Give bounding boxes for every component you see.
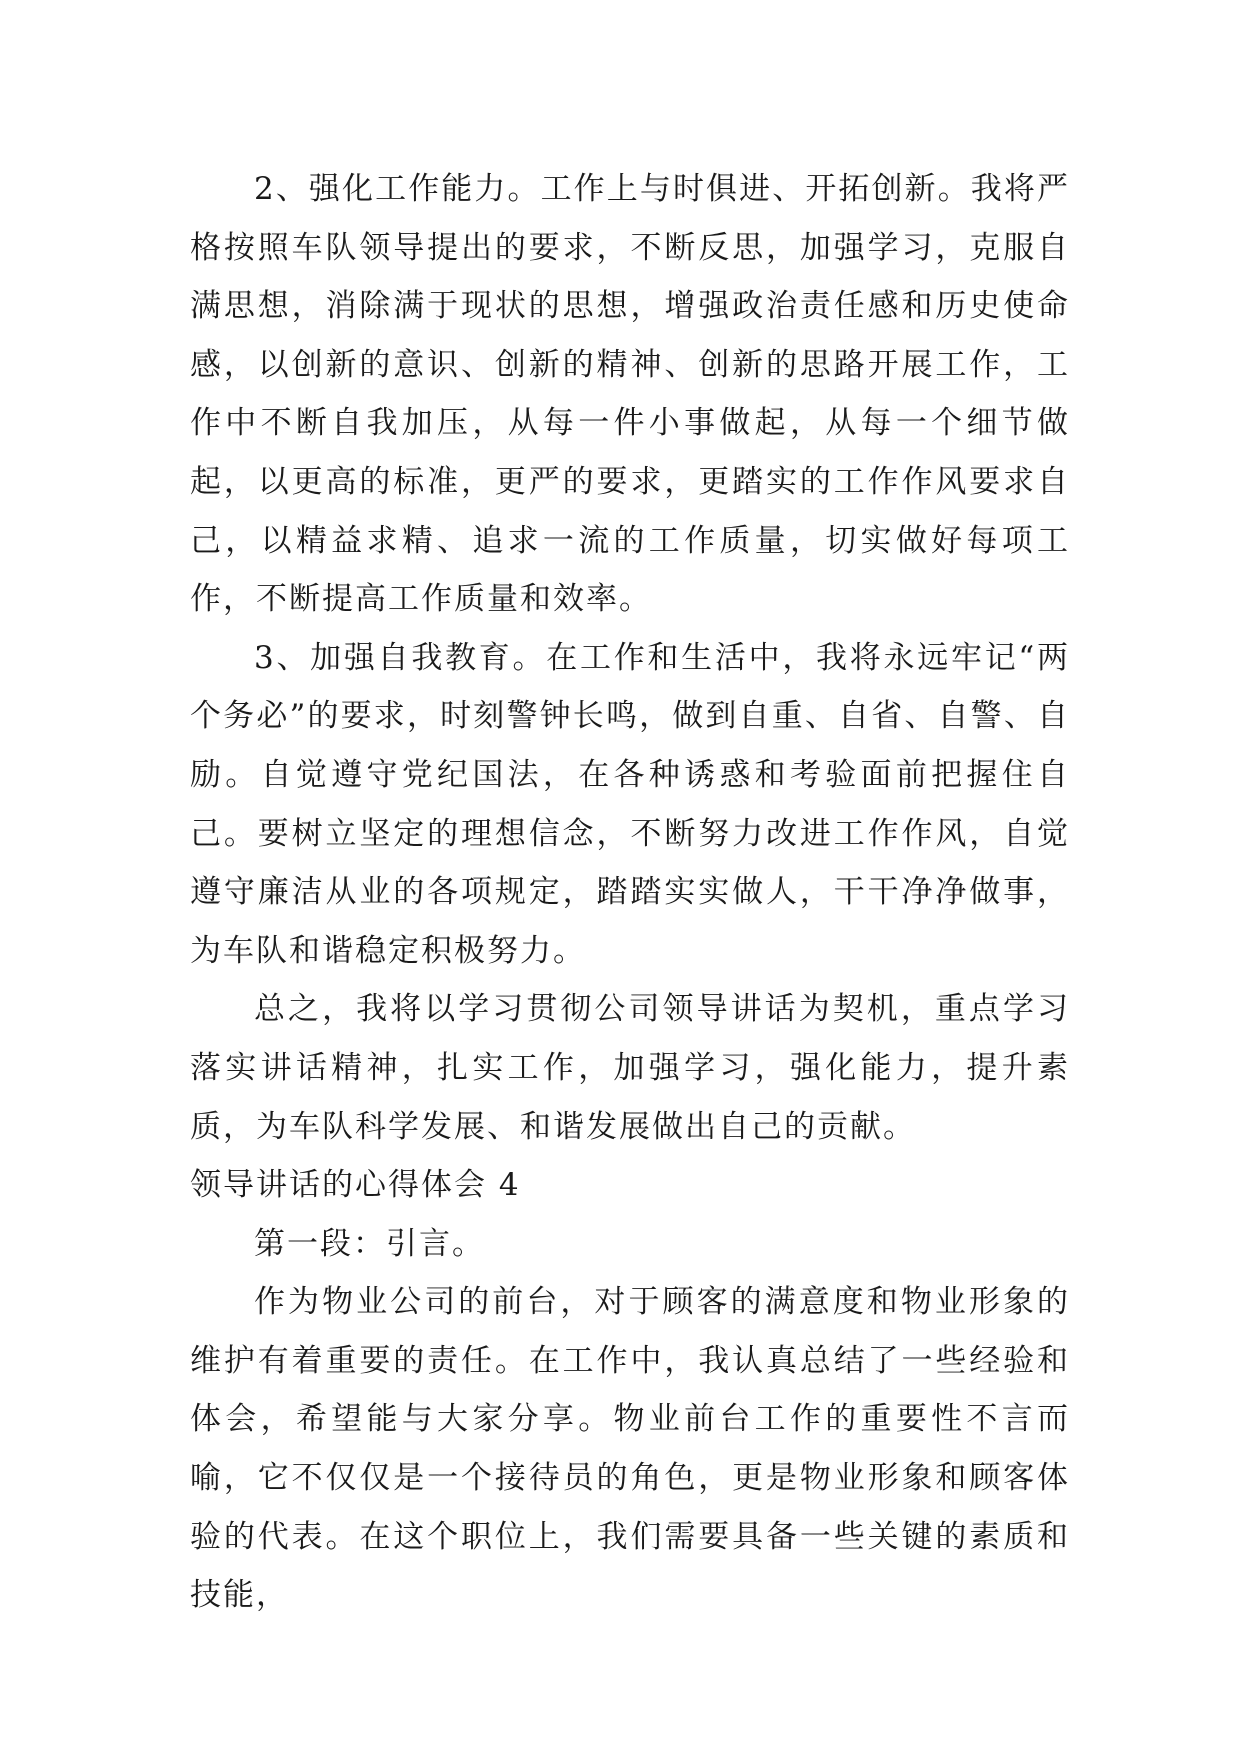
paragraph-self-education: 3、加强自我教育。在工作和生活中，我将永远牢记“两个务必”的要求，时刻警钟长鸣，做到自重、自省、自警、自励。自觉遵守党纪国法，在各种诱惑和考验面前把握住自己。要树立坚定的理想信念，不断努力改进工作作风，自觉遵守廉洁从业的各项规定，踏踏实实做人，干干净净做事，为车队和谐稳定积极努力。 <box>190 639 1070 969</box>
paragraph-work-ability: 2、强化工作能力。工作上与时俱进、开拓创新。我将严格按照车队领导提出的要求，不断反思，加强学习，克服自满思想，消除满于现状的思想，增强政治责任感和历史使命感，以创新的意识、创新的精神、创新的思路开展工作，工作中不断自我加压，从每一件小事做起，从每一个细节做起，以更高的标准，更严的要求，更踏实的工作作风要求自己，以精益求精、追求一流的工作质量，切实做好每项工作，不断提高工作质量和效率。 <box>190 171 1070 618</box>
section-heading: 领导讲话的心得体会 4 <box>190 1167 521 1204</box>
section-label: 第一段：引言。 <box>254 1225 485 1262</box>
document-body <box>190 160 1070 1625</box>
paragraph-introduction: 作为物业公司的前台，对于顾客的满意度和物业形象的维护有着重要的责任。在工作中，我认真总结了一些经验和体会，希望能与大家分享。物业前台工作的重要性不言而喻，它不仅仅是一个接待员的角色，更是物业形象和顾客体验的代表。在这个职位上，我们需要具备一些关键的素质和技能， <box>190 1284 1070 1614</box>
paragraph-conclusion: 总之，我将以学习贯彻公司领导讲话为契机，重点学习落实讲话精神，扎实工作，加强学习，强化能力，提升素质，为车队科学发展、和谐发展做出自己的贡献。 <box>190 991 1070 1145</box>
